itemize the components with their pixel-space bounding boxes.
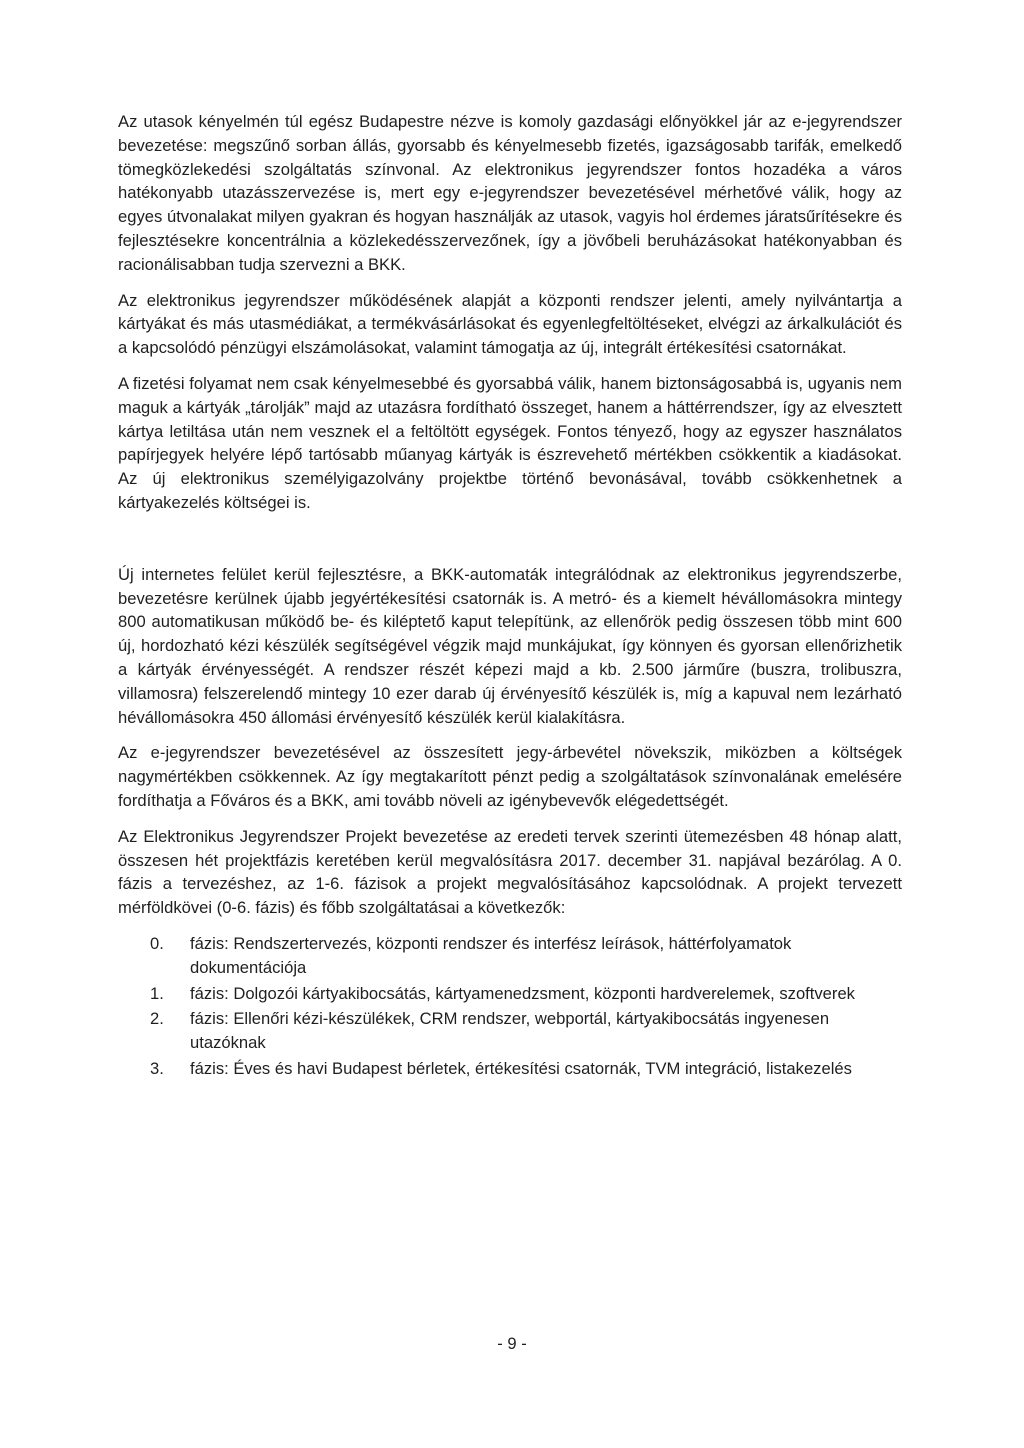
list-item-phase-2 <box>118 1007 902 1055</box>
phase-text: fázis: Ellenőri kézi-készülékek, CRM rendszer, webportál, kártyakibocsátás ingyenesen utazóknak <box>190 1009 830 1053</box>
phase-list <box>118 932 902 1081</box>
phase-number: 0. <box>150 933 164 953</box>
paragraph-new-interface: Új internetes felület kerül fejlesztésre, a BKK-automaták integrálódnak az elektronikus jegyrendszerbe, bevezetésre kerülnek újabb jegyértékesítési csatornák is. A metró- és a kiemelt hévállomásokra mintegy 800 automatikusan működő be- és kiléptető kaput telepítünk, az ellenőrök pedig összesen több mint 600 új, hordozható kézi készülék segítségével végzik majd munkájukat, így könnyen és gyorsan ellenőrizhetik a kártyák érvényességét. A rendszer részét képezi majd a kb. 2.500 járműre (buszra, trolibuszra, villamosra) felszerelendő mintegy 10 ezer darab új érvényesítő készülék is, míg a kapuval nem lezárható hévállomásokra 450 állomási érvényesítő készülék kerül kialakításra. <box>118 564 902 727</box>
paragraph-benefits: Az utasok kényelmén túl egész Budapestre nézve is komoly gazdasági előnyökkel jár az e-jegyrendszer bevezetése: megszűnő sorban állás, gyorsabb és kényelmesebb fizetés, igazságosabb tarifák, emelkedő tömegközlekedési szolgáltatás színvonal. Az elektronikus jegyrendszer fontos hozadéka a város hatékonyabb utazásszervezése is, mert egy e-jegyrendszer bevezetésével mérhetővé válik, hogy az egyes útvonalakat milyen gyakran és hogyan használják az utasok, vagyis hol érdemes járatsűrítésekre és fejlesztésekre koncentrálnia a közlekedésszervezőnek, így a jövőbeli beruházásokat hatékonyabban és racionálisabban tudja szervezni a BKK. <box>118 112 902 274</box>
paragraph-central-system: Az elektronikus jegyrendszer működésének alapját a központi rendszer jelenti, amely nyilvántartja a kártyákat és más utasmédiákat, a termékvásárlásokat és egyenlegfeltöltéseket, elvégzi az árkalkulációt és a kapcsolódó pénzügyi elszámolásokat, valamint támogatja az új, integrált értékesítési csatornákat. <box>118 290 902 358</box>
paragraph-payment-process: A fizetési folyamat nem csak kényelmesebbé és gyorsabbá válik, hanem biztonságosabbá is, ugyanis nem maguk a kártyák „tárolják” majd az utazásra fordítható összeget, hanem a háttérrendszer, így az elvesztett kártya letiltása után nem vesznek el a feltöltött egységek. Fontos tényező, hogy az egyszer használatos papírjegyek helyére lépő tartósabb műanyag kártyák is észrevehető mértékben csökkentik a kiadásokat. Az új elektronikus személyigazolvány projektbe történő bevonásával, tovább csökkenhetnek a kártyakezelés költségei is. <box>118 373 902 512</box>
phase-text: fázis: Rendszertervezés, központi rendszer és interfész leírások, háttérfolyamatok dokumentációja <box>190 933 792 977</box>
list-item-phase-3 <box>118 1057 902 1081</box>
phase-number: 2. <box>150 1009 164 1029</box>
list-item-phase-0 <box>118 932 902 980</box>
page-number: - 9 - <box>497 1334 527 1353</box>
paragraph-revenue: Az e-jegyrendszer bevezetésével az összesített jegy-árbevétel növekszik, miközben a költségek nagymértékben csökkennek. Az így megtakarított pénzt pedig a szolgáltatások színvonalának emelésére fordíthatja a Főváros és a BKK, ami tovább növeli az igénybevevők elégedettségét. <box>118 743 902 810</box>
document-page <box>118 110 902 1083</box>
phase-text: fázis: Dolgozói kártyakibocsátás, kártyamenedzsment, központi hardverelemek, szoftverek <box>190 983 855 1003</box>
list-item-phase-1 <box>118 982 902 1006</box>
phase-number: 3. <box>150 1058 164 1078</box>
phase-number: 1. <box>150 983 164 1003</box>
paragraph-project-schedule: Az Elektronikus Jegyrendszer Projekt bevezetése az eredeti tervek szerinti ütemezésben 48 hónap alatt, összesen hét projektfázis keretében kerül megvalósításra 2017. december 31. napjával bezárólag. A 0. fázis a tervezéshez, az 1-6. fázisok a projekt megvalósításához kapcsolódnak. A projekt tervezett mérföldkövei (0-6. fázis) és főbb szolgáltatásai a következők: <box>118 826 902 918</box>
phase-text: fázis: Éves és havi Budapest bérletek, értékesítési csatornák, TVM integráció, listakezelés <box>190 1058 852 1078</box>
